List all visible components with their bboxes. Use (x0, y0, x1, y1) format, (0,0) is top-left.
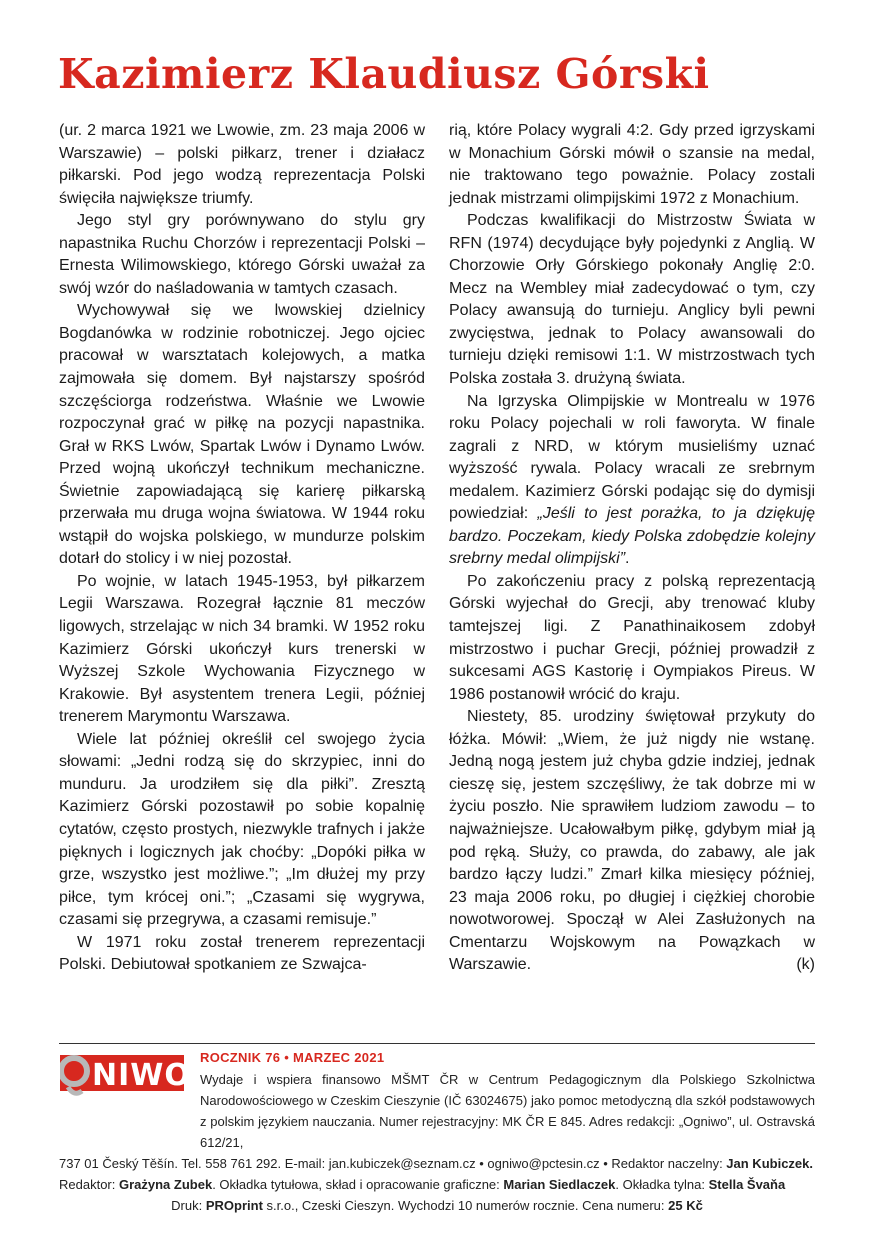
article-paragraph: Po zakończeniu pracy z polską reprezentacją Górski wyjechał do Grecji, aby trenować kluby tamtejszej ligi. Z Panathinaikosem zdobył mistrzostwo i puchar Grecji, później prowadził z sukcesami AGS Kastorię i Oympiakos Pireus. W 1986 postanowił wrócić do kraju. (449, 572, 815, 703)
print-details: s.r.o., Czeski Cieszyn. Wychodzi 10 numerów rocznie. Cena numeru: (262, 1198, 669, 1213)
article-text: Na Igrzyska Olimpijskie w Montrealu w 1976 roku Polacy pojechali w roli faworyta. W finale zagrali z NRD, w którym musieliśmy uznać wyższość rywala. Polacy wracali ze srebrnym medalem. Kazimierz Górski podając się do dymisji powiedział: (449, 392, 815, 523)
quote-text: „Jeśli to jest porażka, to ja dziękuję bardzo. Poczekam, kiedy Polska zdobędzie kolejny srebrny medal olimpijski” (449, 505, 815, 568)
article-paragraph: (ur. 2 marca 1921 we Lwowie, zm. 23 maja 2006 w Warszawie) – polski piłkarz, trener i działacz piłkarski. Pod jego wodzą reprezentacja Polski święciła największe triumfy. (59, 122, 425, 207)
imprint-intro: Wydaje i wspiera finansowo MŠMT ČR w Centrum Pedagogicznym dla Polskiego Szkolnictwa Narodowościowego w Czeskim Cieszynie (IČ 63024675) jako pomoc metodyczną dla szkół podstawowych z polskim językiem nauczania. Numer rejestracyjny: MK ČR E 845. Adres redakcji: „Ogniwo”, ul. Ostravská 612/21, (200, 1072, 815, 1150)
article-text: Niestety, 85. urodziny świętował przykuty do łóżka. Mówił: „Wiem, że już nigdy nie wstanę. Jedną nogą jestem już chyba gdzie indziej, jednak cieszę się, jestem szczęśliwy, że tak dobrze mi w życiu poszło. Nie sprawiłem ludziom zawodu – to najważniejsze. Ucałowałbym piłkę, gdybym miał ją pod ręką. Służy, co prawda, do zabawy, ale jak bardzo łączy ludzi.” Zmarł kilka miesięcy później, 23 maja 2006 roku, po długiej i ciężkiej chorobie nowotworowej. Spoczął w Alei Zasłużonych na Cmentarzu Wojskowym na Powązkach w Warszawie. (449, 708, 815, 974)
article-paragraph: Jego styl gry porównywano do stylu gry napastnika Ruchu Chorzów i reprezentacji Polski – Ernesta Wilimowskiego, którego Górski uważał za swój wzór do naśladowania w tamtych czasach. (59, 212, 425, 297)
article-paragraph: rią, które Polacy wygrali 4:2. Gdy przed igrzyskami w Monachium Górski mówił o szansie na medal, nie traktowano tego poważnie. Polacy zostali jednak mistrzami olimpijskimi 1972 z Monachium. (449, 122, 815, 207)
article-paragraph: Podczas kwalifikacji do Mistrzostw Świata w RFN (1974) decydujące były pojedynki z Anglią. W Chorzowie Orły Górskiego pokonały Anglię 2:0. Mecz na Wembley miał zadecydować o tym, czy Polacy awansują do turnieju. Anglicy byli pewni zwycięstwa, jednak to Polacy awansowali do turnieju dzięki remisowi 1:1. W mistrzostwach tych Polska została 3. drużyną świata. (449, 212, 815, 388)
print-label: Druk: (171, 1198, 206, 1213)
imprint-credits (59, 1174, 815, 1195)
article-paragraph (449, 391, 815, 571)
article-paragraph: Po wojnie, w latach 1945-1953, był piłkarzem Legii Warszawa. Rozegrał łącznie 81 meczów ligowych, strzelając w nich 34 bramki. W 1952 roku Kazimierz Górski ukończył kurs trenerski w Wyższej Szkole Wychowania Fizycznego w Krakowie. Był asystentem trenera Legii, później trenerem Marymontu Warszawa. (59, 572, 425, 726)
imprint (59, 1069, 815, 1216)
chief-editor: Jan Kubiczek. (726, 1156, 813, 1171)
page-title: Kazimierz Klaudiusz Górski (58, 50, 710, 98)
article-paragraph: Wiele lat później określił cel swojego życia słowami: „Jedni rodzą się do skrzypiec, inni do munduru. Ja urodziłem się dla piłki”. Zresztą Kazimierz Górski pozostawił po sobie kopalnię cytatów, często prostych, niezwykle trafnych i jakże pięknych i logicznych jak choćby: „Dopóki piłka w grze, wszystko jest możliwe.”; „Im dłużej my przy piłce, tym krócej oni.”; „Czasami się wygrywa, czasami się przegrywa, a czasami remisuje.” (59, 730, 425, 929)
editor-label: Redaktor: (59, 1177, 119, 1192)
author-signature: (k) (796, 956, 815, 974)
article-paragraph (449, 706, 815, 977)
editor-name: Grażyna Zubek (118, 1177, 213, 1192)
logo-wordmark: NIWO (92, 1058, 190, 1093)
layout-designer: Marian Siedlaczek (503, 1177, 616, 1192)
layout-label: . Okładka tytułowa, skład i opracowanie graficzne: (212, 1177, 504, 1192)
article-paragraph: W 1971 roku został trenerem reprezentacji Polski. Debiutował spotkaniem ze Szwajca- (59, 933, 425, 974)
article-paragraph: Wychowywał się we lwowskiej dzielnicy Bogdanówka w rodzinie robotniczej. Jego ojciec pracował w warsztatach kolejowych, a matka zajmowała się domem. Był najstarszy spośród szczęściorga rodzeństwa. Właśnie we Lwowie rozpoczynał grać w piłkę na pozycji napastnika. Grał w RKS Lwów, Spartak Lwów i Dynamo Lwów. Przed wojną ukończył technikum mechaniczne. Świetnie zapowiadającą się karierę piłkarską przerwała mu druga wojna światowa. W 1944 roku wstąpił do wojska polskiego, w mundurze polskim dotarł do stolicy i w niej pozostał. (59, 302, 425, 568)
article-column-right (449, 120, 815, 977)
imprint-contact-text: 737 01 Český Těšín. Tel. 558 761 292. E-mail: jan.kubiczek@seznam.cz • ogniwo@pctesin.cz • Redaktor naczelny: (59, 1156, 727, 1171)
back-cover-artist: Stella Švaňa (708, 1177, 786, 1192)
footer-divider (59, 1043, 815, 1044)
article-column-left (59, 120, 425, 977)
article-text: . (625, 550, 630, 568)
back-cover-label: . Okładka tylna: (615, 1177, 709, 1192)
printer-name: PROprint (205, 1198, 263, 1213)
imprint-print (59, 1195, 815, 1216)
issue-masthead: ROCZNIK 76 • MARZEC 2021 (200, 1050, 385, 1065)
issue-price: 25 Kč (668, 1198, 703, 1213)
imprint-contact (59, 1153, 815, 1174)
